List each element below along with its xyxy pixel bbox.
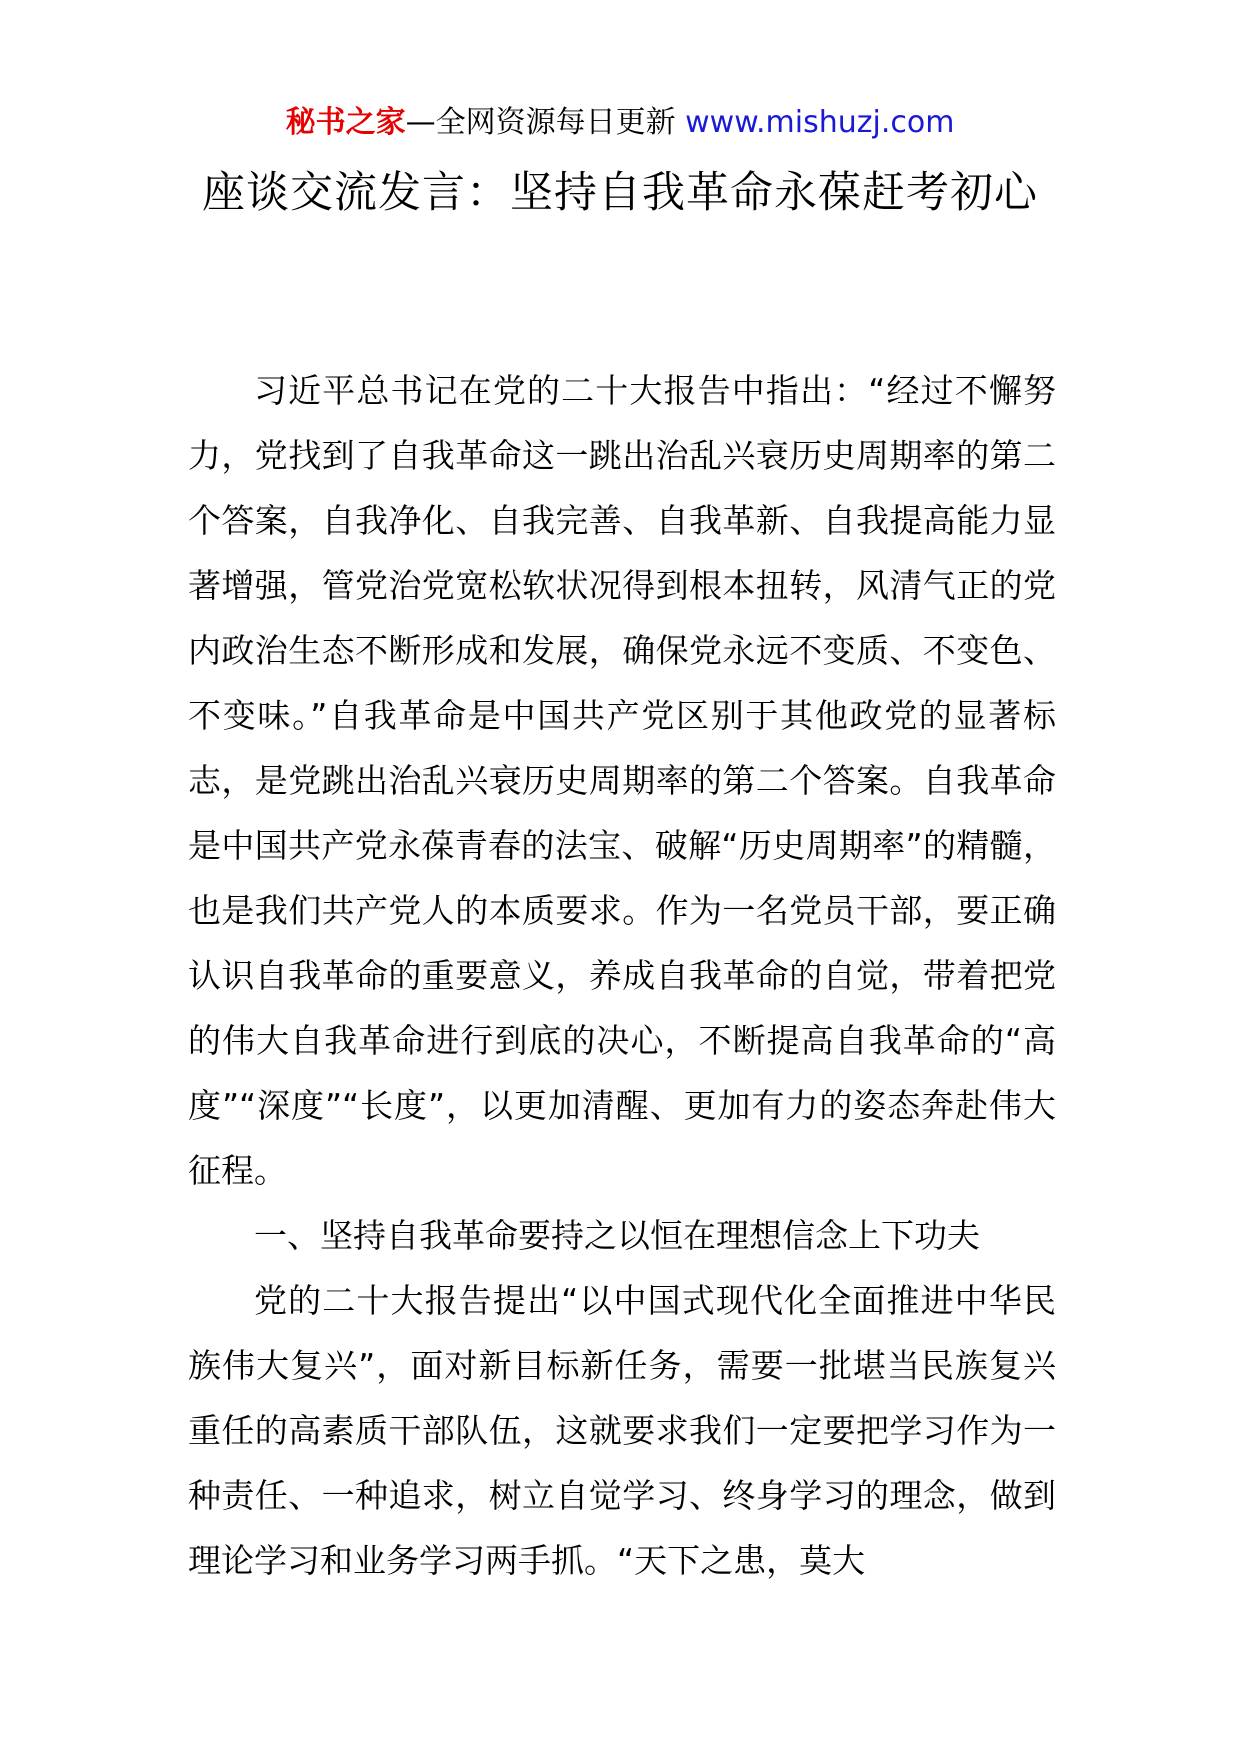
document-body xyxy=(188,358,1056,1593)
brand-name: 秘书之家 xyxy=(285,105,406,140)
document-title: 座谈交流发言：坚持自我革命永葆赶考初心 xyxy=(202,168,1038,218)
paragraph-intro: 习近平总书记在党的二十大报告中指出：“经过不懈努力，党找到了自我革命这一跳出治乱兴衰历史周期率的第二个答案，自我净化、自我完善、自我革新、自我提高能力显著增强，管党治党宽松软状况得到根本扭转，风清气正的党内政治生态不断形成和发展，确保党永远不变质、不变色、不变味。”自我革命是中国共产党区别于其他政党的显著标志，是党跳出治乱兴衰历史周期率的第二个答案。自我革命是中国共产党永葆青春的法宝、破解“历史周期率”的精髓，也是我们共产党人的本质要求。作为一名党员干部，要正确认识自我革命的重要意义，养成自我革命的自觉，带着把党的伟大自我革命进行到底的决心，不断提高自我革命的“高度”“深度”“长度”，以更加清醒、更加有力的姿态奔赴伟大征程。 xyxy=(188,371,1056,1190)
site-header xyxy=(0,102,1240,144)
site-url-link[interactable]: www.mishuzj.com xyxy=(685,105,955,140)
paragraph-section-1: 党的二十大报告提出“以中国式现代化全面推进中华民族伟大复兴”，面对新目标新任务，需要一批堪当民族复兴重任的高素质干部队伍，这就要求我们一定要把学习作为一种责任、一种追求，树立自觉学习、终身学习的理念，做到理论学习和业务学习两手抓。“天下之患，莫大 xyxy=(188,1281,1056,1580)
section-heading-1: 一、坚持自我革命要持之以恒在理想信念上下功夫 xyxy=(254,1216,980,1255)
header-slogan: —全网资源每日更新 xyxy=(405,105,686,140)
